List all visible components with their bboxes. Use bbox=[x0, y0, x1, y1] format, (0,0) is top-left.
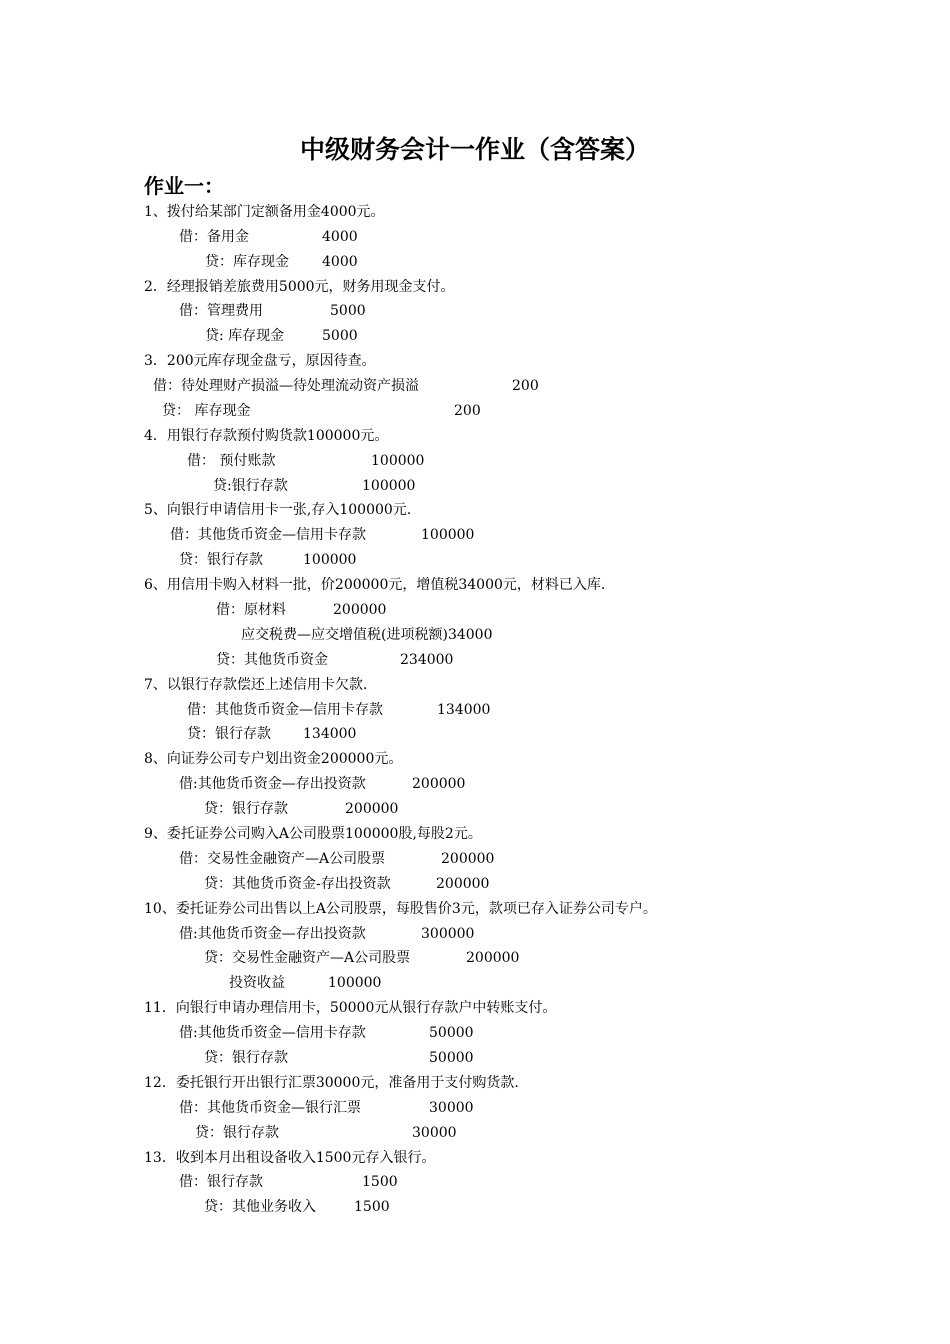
credit-line bbox=[204, 1048, 474, 1068]
question-10: 10、委托证券公司出售以上A公司股票，每股售价3元，款项已存入证券公司专户。 bbox=[144, 901, 657, 917]
debit-line bbox=[216, 600, 387, 620]
debit-line bbox=[170, 525, 475, 545]
debit-line bbox=[179, 301, 366, 321]
debit-account: 借：其他货币资金—信用卡存款 bbox=[170, 527, 366, 543]
debit-account: 借：备用金 bbox=[179, 229, 249, 245]
debit-line bbox=[179, 849, 495, 869]
credit-line bbox=[162, 401, 481, 421]
debit-line bbox=[179, 1172, 398, 1192]
credit-account: 贷：银行存款 bbox=[179, 552, 263, 568]
credit-amount: 4000 bbox=[322, 254, 358, 270]
debit-amount: 134000 bbox=[437, 702, 491, 718]
credit-line bbox=[213, 476, 416, 496]
debit-amount: 34000 bbox=[447, 627, 493, 643]
question-6: 6、用信用卡购入材料一批，价200000元，增值税34000元，材料已入库. bbox=[144, 577, 606, 593]
debit-account: 借：其他货币资金—信用卡存款 bbox=[187, 702, 383, 718]
credit-amount: 50000 bbox=[429, 1050, 474, 1066]
question-8: 8、向证券公司专户划出资金200000元。 bbox=[144, 751, 403, 767]
credit-amount: 100000 bbox=[328, 975, 382, 991]
credit-account: 贷：银行存款 bbox=[187, 726, 271, 742]
credit-account: 贷：银行存款 bbox=[204, 1050, 288, 1066]
credit-amount: 1500 bbox=[354, 1199, 390, 1215]
question-3: 3．200元库存现金盘亏，原因待查。 bbox=[144, 353, 376, 369]
debit-line bbox=[179, 227, 358, 247]
credit-account: 贷：其他货币资金-存出投资款 bbox=[204, 876, 391, 892]
question-2: 2．经理报销差旅费用5000元，财务用现金支付。 bbox=[144, 279, 455, 295]
credit-line bbox=[205, 252, 358, 272]
debit-account: 借:其他货币资金—信用卡存款 bbox=[179, 1025, 366, 1041]
debit-account: 借：管理费用 bbox=[179, 303, 263, 319]
debit-amount: 4000 bbox=[322, 229, 358, 245]
debit-amount: 200000 bbox=[441, 851, 495, 867]
question-11: 11．向银行申请办理信用卡，50000元从银行存款户中转账支付。 bbox=[144, 1000, 557, 1016]
debit-amount: 200000 bbox=[412, 776, 466, 792]
debit-amount: 5000 bbox=[330, 303, 366, 319]
credit-account: 贷：银行存款 bbox=[204, 801, 288, 817]
debit-account: 借:其他货币资金—存出投资款 bbox=[179, 776, 366, 792]
debit-account: 借：原材料 bbox=[216, 602, 286, 618]
debit-amount: 100000 bbox=[371, 453, 425, 469]
debit-amount: 100000 bbox=[421, 527, 475, 543]
credit-amount: 200000 bbox=[436, 876, 490, 892]
credit-line bbox=[204, 948, 520, 968]
credit-account: 贷： 库存现金 bbox=[162, 403, 251, 419]
question-5: 5、向银行申请信用卡一张,存入100000元. bbox=[144, 502, 412, 518]
credit-amount: 30000 bbox=[412, 1125, 457, 1141]
credit-account: 贷：银行存款 bbox=[195, 1125, 279, 1141]
debit-amount: 200000 bbox=[333, 602, 387, 618]
credit-account: 贷：其他业务收入 bbox=[204, 1199, 316, 1215]
debit-line bbox=[179, 1023, 474, 1043]
credit-account: 贷：库存现金 bbox=[205, 254, 289, 270]
credit-amount: 100000 bbox=[303, 552, 357, 568]
credit-account: 贷：其他货币资金 bbox=[216, 652, 328, 668]
credit-line bbox=[229, 973, 382, 993]
debit-account: 借：交易性金融资产—A公司股票 bbox=[179, 851, 386, 867]
debit-account: 借：其他货币资金—银行汇票 bbox=[179, 1100, 361, 1116]
credit-amount: 234000 bbox=[400, 652, 454, 668]
credit-line bbox=[216, 650, 454, 670]
question-13: 13．收到本月出租设备收入1500元存入银行。 bbox=[144, 1150, 436, 1166]
credit-account: 贷：交易性金融资产—A公司股票 bbox=[204, 950, 411, 966]
debit-amount: 30000 bbox=[429, 1100, 474, 1116]
question-12: 12．委托银行开出银行汇票30000元，准备用于支付购货款. bbox=[144, 1075, 519, 1091]
debit-amount: 200 bbox=[512, 378, 539, 394]
debit-account: 借： 预付账款 bbox=[187, 453, 276, 469]
question-1: 1、拨付给某部门定额备用金4000元。 bbox=[144, 204, 385, 220]
credit-line bbox=[187, 724, 357, 744]
debit-line bbox=[153, 376, 539, 396]
credit-amount: 200000 bbox=[466, 950, 520, 966]
debit-line bbox=[187, 700, 491, 720]
debit-line bbox=[241, 625, 492, 645]
debit-account: 借：银行存款 bbox=[179, 1174, 263, 1190]
credit-line bbox=[204, 1197, 390, 1217]
debit-amount: 1500 bbox=[362, 1174, 398, 1190]
credit-line bbox=[195, 1123, 457, 1143]
debit-line bbox=[179, 774, 466, 794]
debit-account: 应交税费—应交增值税(进项税额) bbox=[241, 627, 448, 643]
question-7: 7、以银行存款偿还上述信用卡欠款. bbox=[144, 677, 368, 693]
credit-line bbox=[179, 550, 357, 570]
credit-line bbox=[204, 874, 490, 894]
credit-account: 投资收益 bbox=[229, 975, 285, 991]
credit-amount: 200 bbox=[454, 403, 481, 419]
question-4: 4．用银行存款预付购货款100000元。 bbox=[144, 428, 389, 444]
debit-line bbox=[187, 451, 425, 471]
debit-account: 借：待处理财产损溢—待处理流动资产损溢 bbox=[153, 378, 419, 394]
question-9: 9、委托证券公司购入A公司股票100000股,每股2元。 bbox=[144, 826, 482, 842]
credit-line bbox=[204, 799, 399, 819]
credit-account: 贷:银行存款 bbox=[213, 478, 288, 494]
section-heading: 作业一： bbox=[144, 174, 224, 198]
credit-amount: 200000 bbox=[345, 801, 399, 817]
credit-amount: 5000 bbox=[322, 328, 358, 344]
page-title: 中级财务会计一作业（含答案） bbox=[299, 135, 650, 164]
debit-amount: 300000 bbox=[421, 926, 475, 942]
debit-line bbox=[179, 924, 475, 944]
credit-account: 贷: 库存现金 bbox=[205, 328, 285, 344]
debit-line bbox=[179, 1098, 474, 1118]
credit-amount: 134000 bbox=[303, 726, 357, 742]
credit-line bbox=[205, 326, 358, 346]
debit-amount: 50000 bbox=[429, 1025, 474, 1041]
credit-amount: 100000 bbox=[362, 478, 416, 494]
debit-account: 借:其他货币资金—存出投资款 bbox=[179, 926, 366, 942]
